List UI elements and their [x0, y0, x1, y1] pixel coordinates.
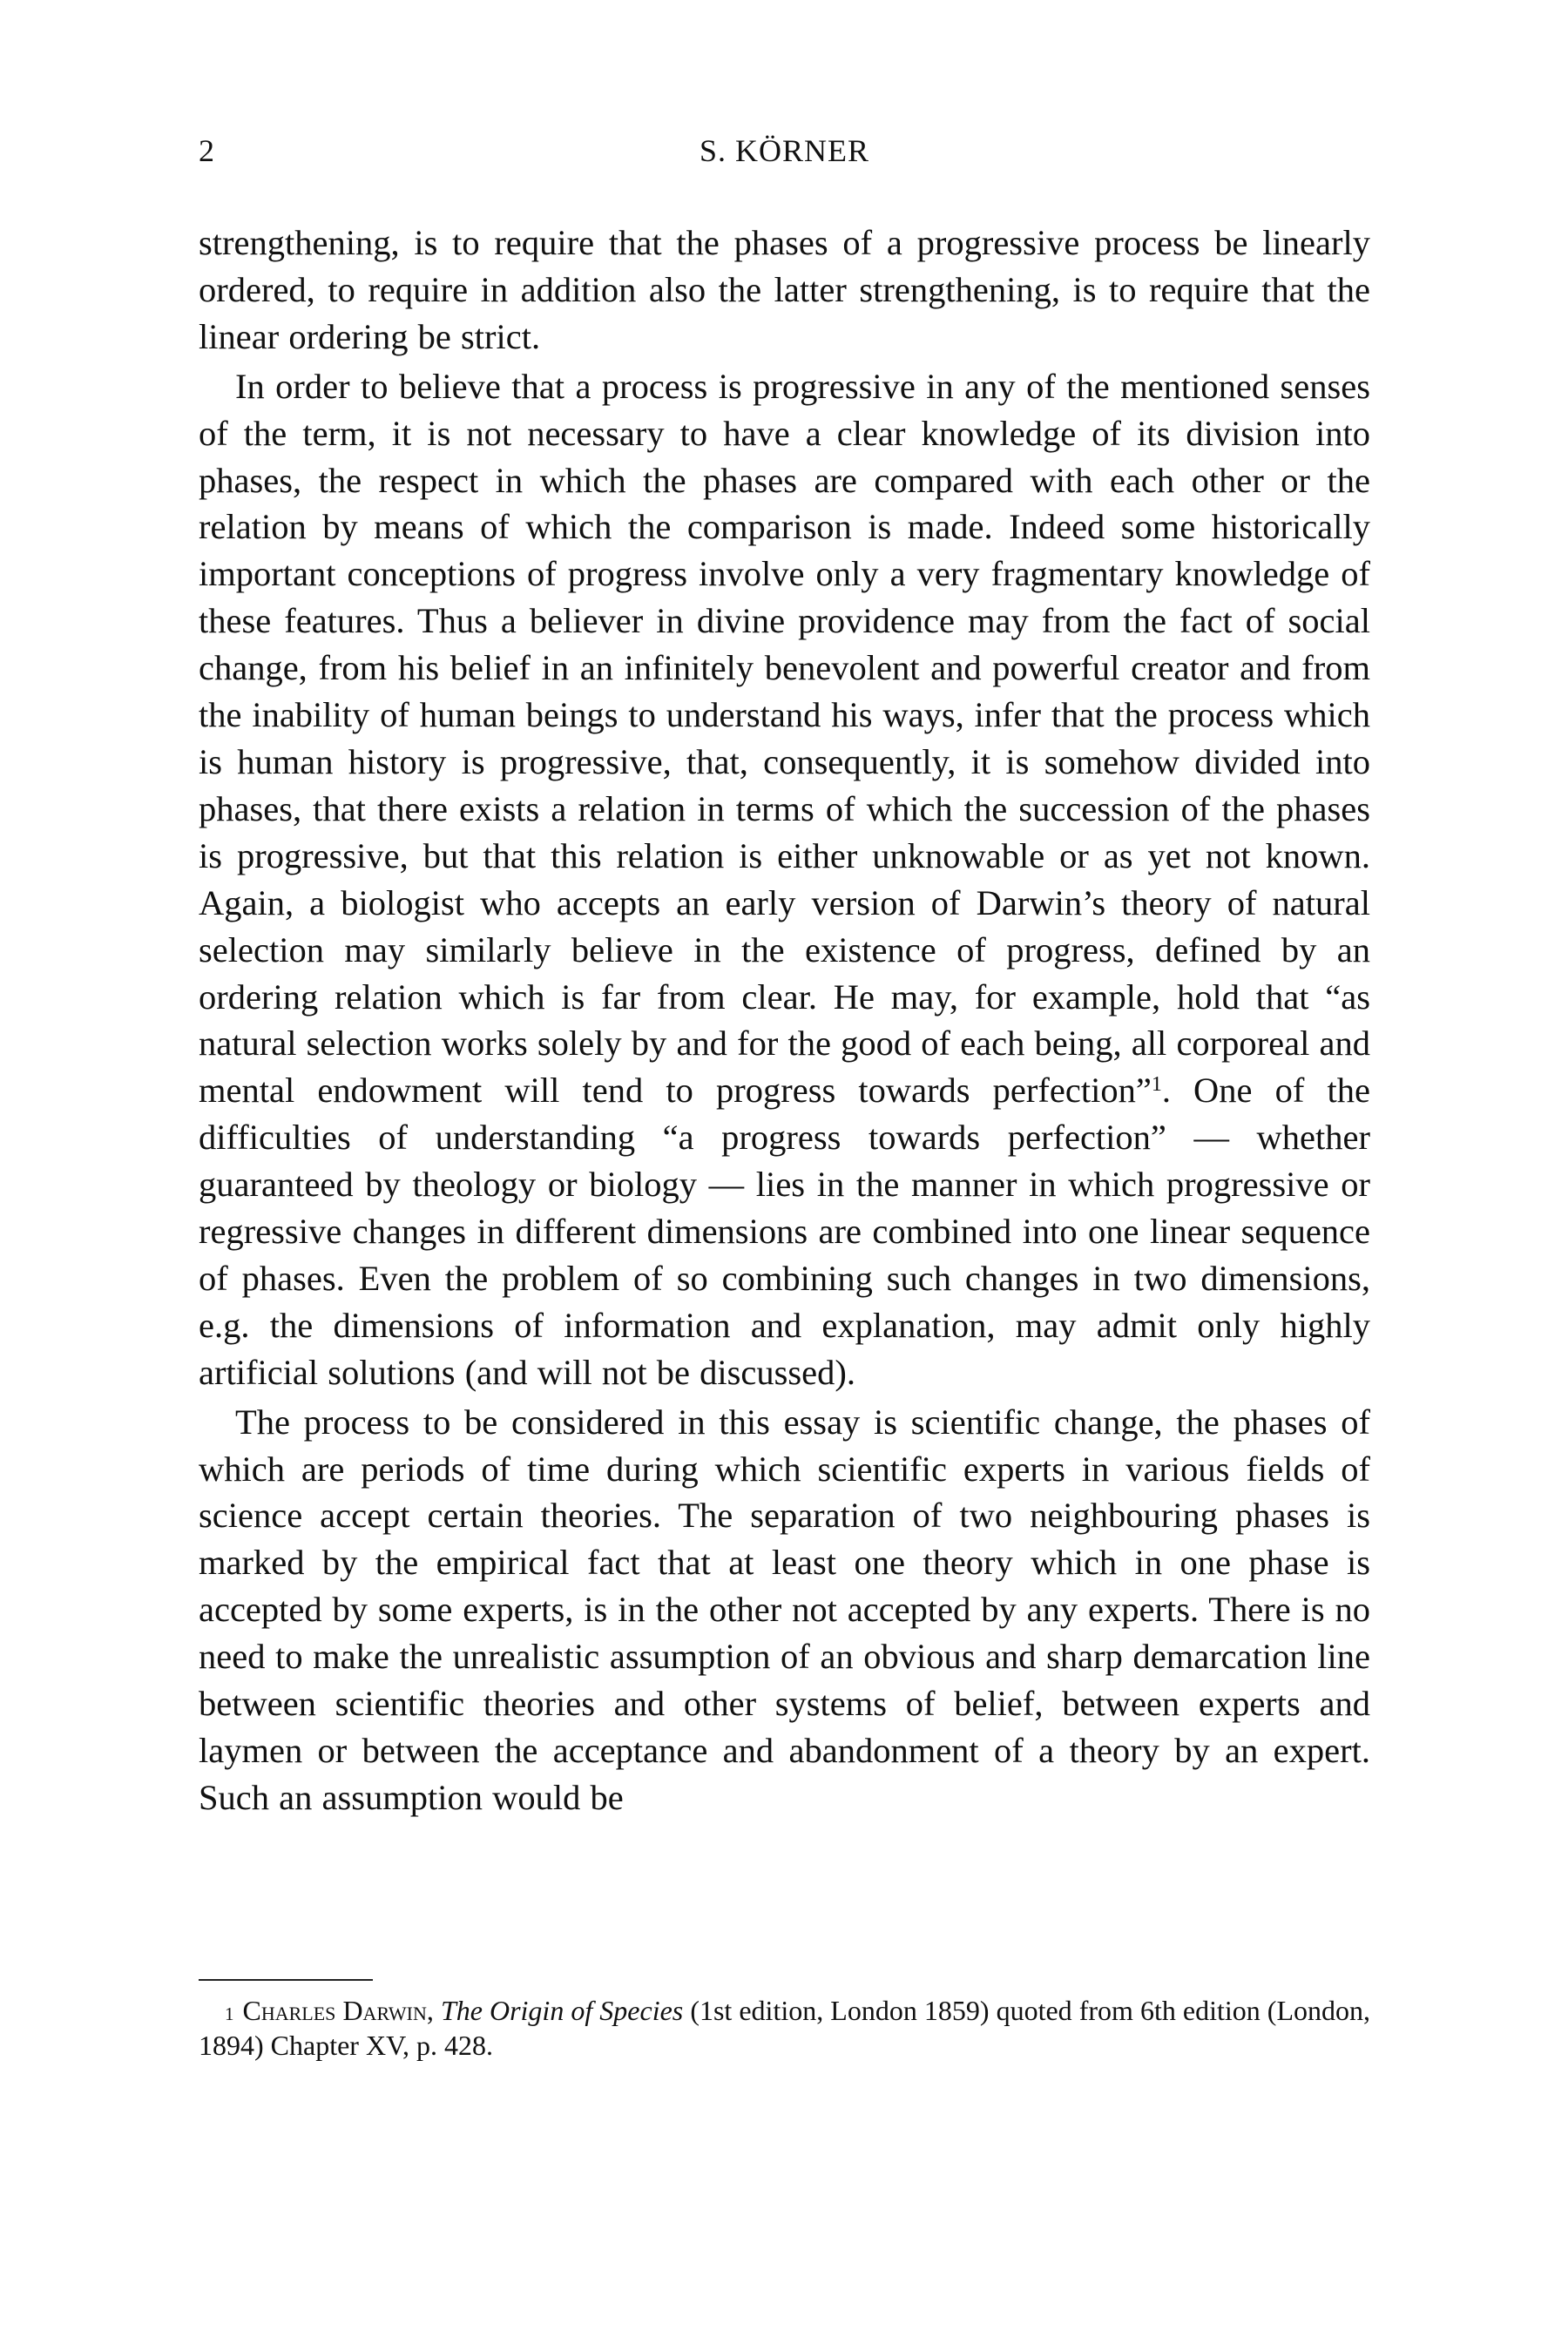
- page-header: [199, 129, 1370, 172]
- footnote-reference: 1: [1151, 1073, 1162, 1097]
- paragraph-3: The process to be considered in this essay is scientific change, the phases of which are periods of time during which scientific experts in various fields of science accept certain theories. The separation of two neighbouring phases is marked by the empirical fact that at least one theory which in one phase is accepted by some experts, is in the other not accepted by any experts. There is no need to make the unrealistic assumption of an obvious and sharp demarcation line between scientific theories and other systems of belief, between experts and laymen or between the acceptance and abandonment of a theory by an expert. Such an assumption would be: [199, 1402, 1370, 1817]
- footnote-citation: (1st edition, London 1859) quoted from 6th edition (London, 1894) Chapter XV, p. 428.: [199, 1995, 1371, 2061]
- footnote-mark: 1: [225, 2003, 234, 2024]
- paragraph-2-part-a: In order to believe that a process is progressive in any of the mentioned senses of the term, it is not necessary to have a clear knowledge of its division into phases, the respect in which the phases are compared with each other or the relation by means of which the comparison is made. Indeed some historically important conceptions of progress involve only a very fragmentary knowledge of these features. Thus a believer in divine providence may from the fact of social change, from his belief in an infinitely benevolent and powerful creator and from the inability of human beings to understand his ways, infer that the process which is human history is progressive, that, consequently, it is somehow divided into phases, that there exists a relation in terms of which the succession of the phases is progressive, but that this relation is either unknowable or as yet not known. Again, a biologist who accepts an early version of Darwin’s theory of natural selection may similarly believe in the existence of progress, defined by an ordering relation which is far from clear. He may, for example, hold that “as natural selection works solely by and for the good of each being, all corporeal and mental endowment will tend to progress towards perfection”: [199, 366, 1370, 1111]
- paragraph-1: strengthening, is to require that the phases of a progressive process be linearly ordered, to require in addition also the latter strengthening, is to require that the linear ordering be strict.: [199, 223, 1370, 356]
- paragraph-2-part-b: . One of the difficulties of understanding “a progress towards perfection” — whether guaranteed by theology or biology — lies in the manner in which progressive or regressive changes in different dimensions are combined into one linear sequence of phases. Even the problem of so combining such changes in two dimensions, e.g. the dimensions of information and explanation, may admit only highly artificial solutions (and will not be discussed).: [199, 1071, 1370, 1392]
- body-text: [199, 220, 1370, 1824]
- running-head: S. KÖRNER: [699, 133, 870, 168]
- footnote-author: Charles Darwin,: [242, 1995, 434, 2026]
- page-number: 2: [199, 133, 214, 168]
- footnote: [199, 1993, 1370, 2063]
- paragraph-2: [199, 363, 1370, 1396]
- footnote-divider: [199, 1979, 373, 1981]
- footnote-title: The Origin of Species: [440, 1995, 684, 2026]
